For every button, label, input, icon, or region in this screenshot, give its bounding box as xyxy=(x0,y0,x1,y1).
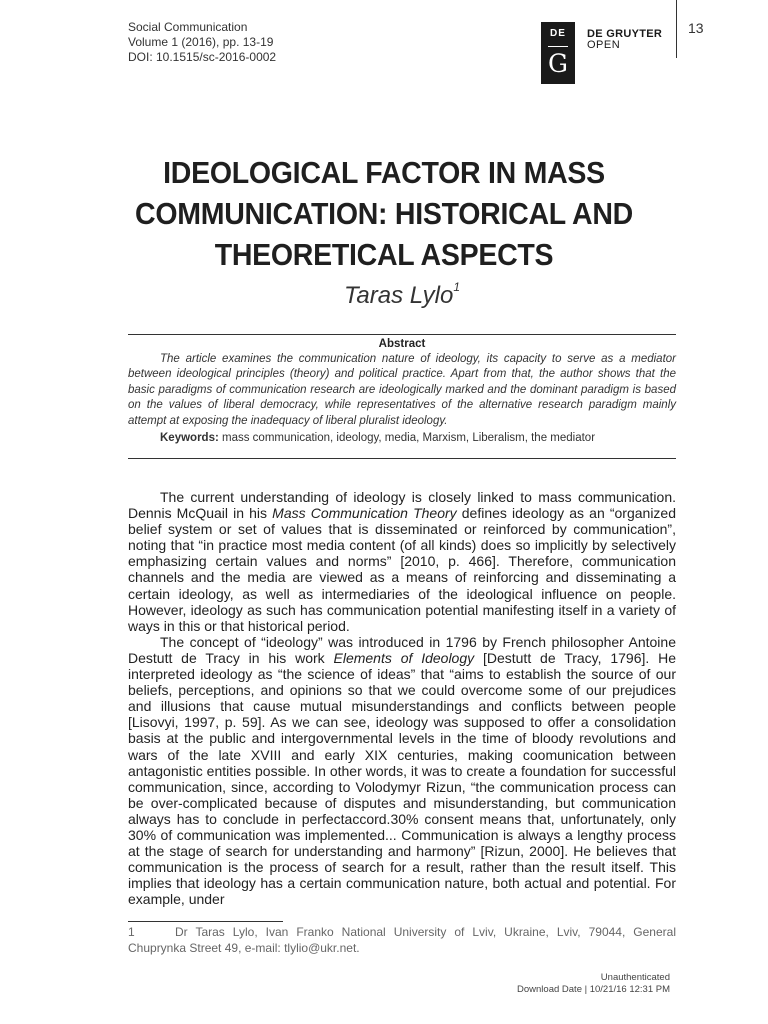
download-date: Download Date | 10/21/16 12:31 PM xyxy=(517,984,670,995)
download-footer xyxy=(517,972,670,996)
paragraph-text: [Destutt de Tracy, 1796]. He interpreted ideology as “the science of ideas” that “aims to establish the source of our beliefs, perceptions, and opinions so that we could overcome some of our prejudices and illusions that cause mutual misunderstandings and conflicts between people [Lisovyi, 1997, p. 59]. As we can see, ideology was supposed to offer a consolidation basis at the public and intergovernmental levels in the time of bloody revolutions and wars of the late XVIII and early XIX centuries, making coomunication between antagonistic entities possible. In other words, it was to create a foundation for successful communication, since, according to Volodymyr Rizun, “the communication process can be over-complicated because of disputes and misunderstanding, but communication always has to conclude in perfectaccord.30% consent means that, unfortunately, only 30% of communication was implemented... Communication is always a lengthy process at the stage of search for understanding and harmony” [Rizun, 2000]. He believes that communication is the process of search for a result, rather than the result itself. This implies that ideology has a certain communication nature, both actual and potential. For example, under xyxy=(128,649,677,908)
publisher-name-line1: DE GRUYTER xyxy=(587,28,663,40)
footnote-number: 1 xyxy=(128,925,135,939)
book-title: Elements of Ideology xyxy=(333,649,475,666)
journal-volume: Volume 1 (2016), pp. 13-19 xyxy=(128,35,274,49)
keywords-list: mass communication, ideology, media, Marxism, Liberalism, the mediator xyxy=(222,432,596,444)
header-divider xyxy=(676,0,677,58)
journal-name: Social Communication xyxy=(128,20,248,34)
article-title: IDEOLOGICAL FACTOR IN MASS COMMUNICATION: HISTORICAL AND THEORETICAL ASPECTS xyxy=(135,155,633,272)
logo-letter: G xyxy=(548,49,568,78)
abstract-heading: Abstract xyxy=(378,338,426,350)
footnote-rule xyxy=(128,921,283,922)
article-author xyxy=(128,282,676,310)
logo-divider xyxy=(548,46,568,47)
body-paragraph-2 xyxy=(128,634,676,908)
publisher-name xyxy=(587,29,662,51)
keywords-label: Keywords: xyxy=(160,432,219,444)
footnote-text: Dr Taras Lylo, Ivan Franko National University of Lviv, Ukraine, Lviv, 79044, General Chuprynka Street 49, e-mail: tlylio@ukr.net. xyxy=(128,925,676,955)
page-number: 13 xyxy=(688,20,704,36)
footnote xyxy=(128,924,676,956)
keywords xyxy=(160,432,595,444)
journal-header xyxy=(128,20,276,65)
author-footnote-mark[interactable]: 1 xyxy=(453,280,461,294)
body-paragraph-1 xyxy=(128,489,676,634)
paragraph-text: The concept of “ideology” was introduced in 1796 by French philosopher Antoine Destutt de Tracy in his work xyxy=(128,633,676,666)
paragraph-text: defines ideology as an “organized belief system or set of values that is disseminated or reinforced by communication”, noting that “in practice most media content (of all kinds) does so implicitly by selectively emphasizing certain values and norms” [2010, p. 466]. Therefore, communication channels and the media are viewed as a means of reinforcing and disseminating a certain ideology, as well as intermediaries of the ideological influence on people. However, ideology as such has communication potential manifesting itself in a variety of ways in this or that historical period. xyxy=(128,505,676,634)
abstract-rule-top xyxy=(128,334,676,335)
publisher-logo xyxy=(541,22,575,84)
doi-link[interactable]: DOI: 10.1515/sc-2016-0002 xyxy=(128,50,277,64)
logo-top-text: DE xyxy=(550,28,566,39)
auth-status: Unauthenticated xyxy=(600,972,670,983)
paragraph-text: The current understanding of ideology is closely linked to mass communication. Dennis McQuail in his xyxy=(128,489,676,522)
publisher-name-line2: OPEN xyxy=(587,39,621,51)
author-name: Taras Lylo xyxy=(343,282,454,309)
abstract-text: The article examines the communication nature of ideology, its capacity to serve as a mediator between ideological principles (theory) and political practice. Apart from that, the author shows that the basic paradigms of communication research are ideologically marked and the dominant paradigm is based on the values of liberal democracy, while representatives of the alternative research paradigm mainly attempt at exposing the inadequacy of liberal pluralist ideology. xyxy=(128,353,676,427)
article-body xyxy=(128,489,676,907)
abstract-rule-bottom xyxy=(128,458,676,459)
book-title: Mass Communication Theory xyxy=(272,505,457,522)
